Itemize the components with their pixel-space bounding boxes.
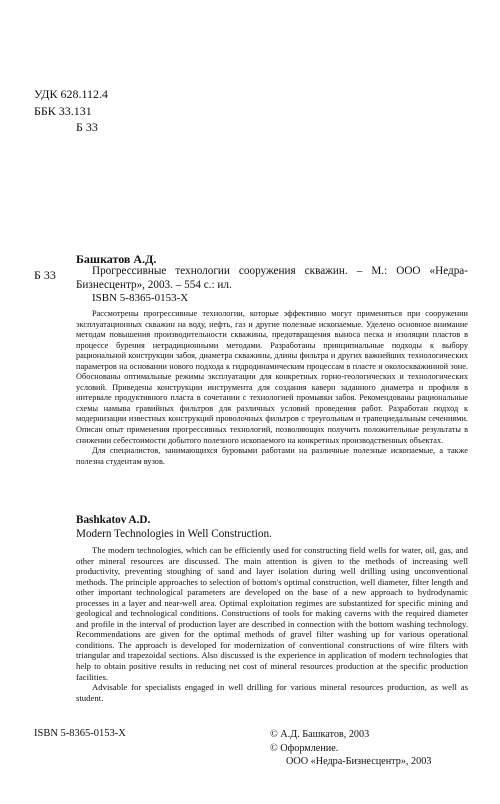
bbk-code: ББК 33.131 [34, 103, 92, 118]
abstract-ru [76, 309, 468, 467]
classification-codes [34, 86, 108, 136]
author-name-ru: Башкатов А.Д. [76, 252, 157, 266]
author-mark-left: Б 33 [34, 268, 56, 282]
abstract-en-paragraph-1: The modern technologies, which can be efficiently used for constructing field wells for water, oil, gas, and other mineral resources are discussed. The main attention is given to the methods of increasing well productivity, preventing stoughing of sand and layer isolation during well drilling using unconventional methods. The principle approaches to selection of bottom's optimal construction, well diameter, filter length and other important technological parameters are developed on the base of a new approach to hydrodynamic processes in a layer and near-well area. Optimal exploitation regimes are substantized for specific mining and geological and technological conditions. Constructions of tools for making caverns with the required diameter and profile in the interval of production layer are described in connection with the bottom washing technology. Recommendations are given for the optimal methods of gravel filter washing up for various operational conditions. The approach is developed for modernization of conventional constructions of wire filters with triangular and trapezoidal sections. Also discussed is the experience in application of modern technologies that help to obtain positive results in reducing net cost of mineral resources production at the specific production facilities. [76, 545, 468, 682]
author-mark: Б 33 [76, 120, 98, 134]
copyright-block [270, 728, 431, 769]
isbn-ru: ISBN 5-8365-0153-X [92, 292, 189, 304]
copyright-publisher: ООО «Недра-Бизнесцентр», 2003 [286, 756, 432, 767]
abstract-ru-paragraph-2: Для специалистов, занимающихся буровыми работами на различные полезные ископаемые, а также полезна студентам вузов. [76, 446, 468, 466]
udk-code: УДК 628.112.4 [34, 87, 109, 101]
copyright-design: © Оформление. [270, 742, 339, 754]
abstract-en [76, 545, 468, 703]
abstract-en-paragraph-2: Advisable for specialists engaged in well drilling for various mineral resources production, as well as student. [76, 682, 468, 703]
book-title-en: Modern Technologies in Well Construction. [76, 528, 272, 540]
book-title-ru: Прогрессивные технологии сооружения скважин. – М.: ООО «Недра-Бизнесцентр», 2003. – 554 с.: ил. [76, 265, 468, 292]
copyright-author: © А.Д. Башкатов, 2003 [270, 729, 370, 740]
abstract-ru-paragraph-1: Рассмотрены прогрессивные технологии, которые эффективно могут применяться при сооружении эксплуатационных скважин на воду, нефть, газ и другие полезные ископаемые. Уделено основное внимание методам повышения производительности скважины, предотвращения выноса песка и изоляции пластов в процессе бурения нетрадиционными методами. Разработаны принципиальные подходы к выбору рациональной конструкции забоя, диаметра скважины, длины фильтра и других важнейших технологических параметров на основании нового подхода к гидродинамическим процессам в пласте и околоскважинной зоне. Обоснованы оптимальные режимы эксплуатации для конкретных горно-геологических и технологических условий. Приведены конструкции инструмента для создания каверн заданного диаметра и профиля в интервале продуктивного пласта в сочетании с технологией промывки забоя. Рекомендованы рациональные схемы намыва гравийных фильтров для различных условий проведения работ. Разработан подход к модернизации известных конструкций проволочных фильтров с треугольным и трапециедальным сечениями. Описан опыт применения прогрессивных технологий, позволяющих получить положительные результаты в снижении себестоимости добытого полезного ископаемого на конкретных производственных объектах. [76, 309, 468, 445]
author-name-en: Bashkatov A.D. [76, 514, 151, 526]
isbn-footer: ISBN 5-8365-0153-X [34, 728, 126, 739]
